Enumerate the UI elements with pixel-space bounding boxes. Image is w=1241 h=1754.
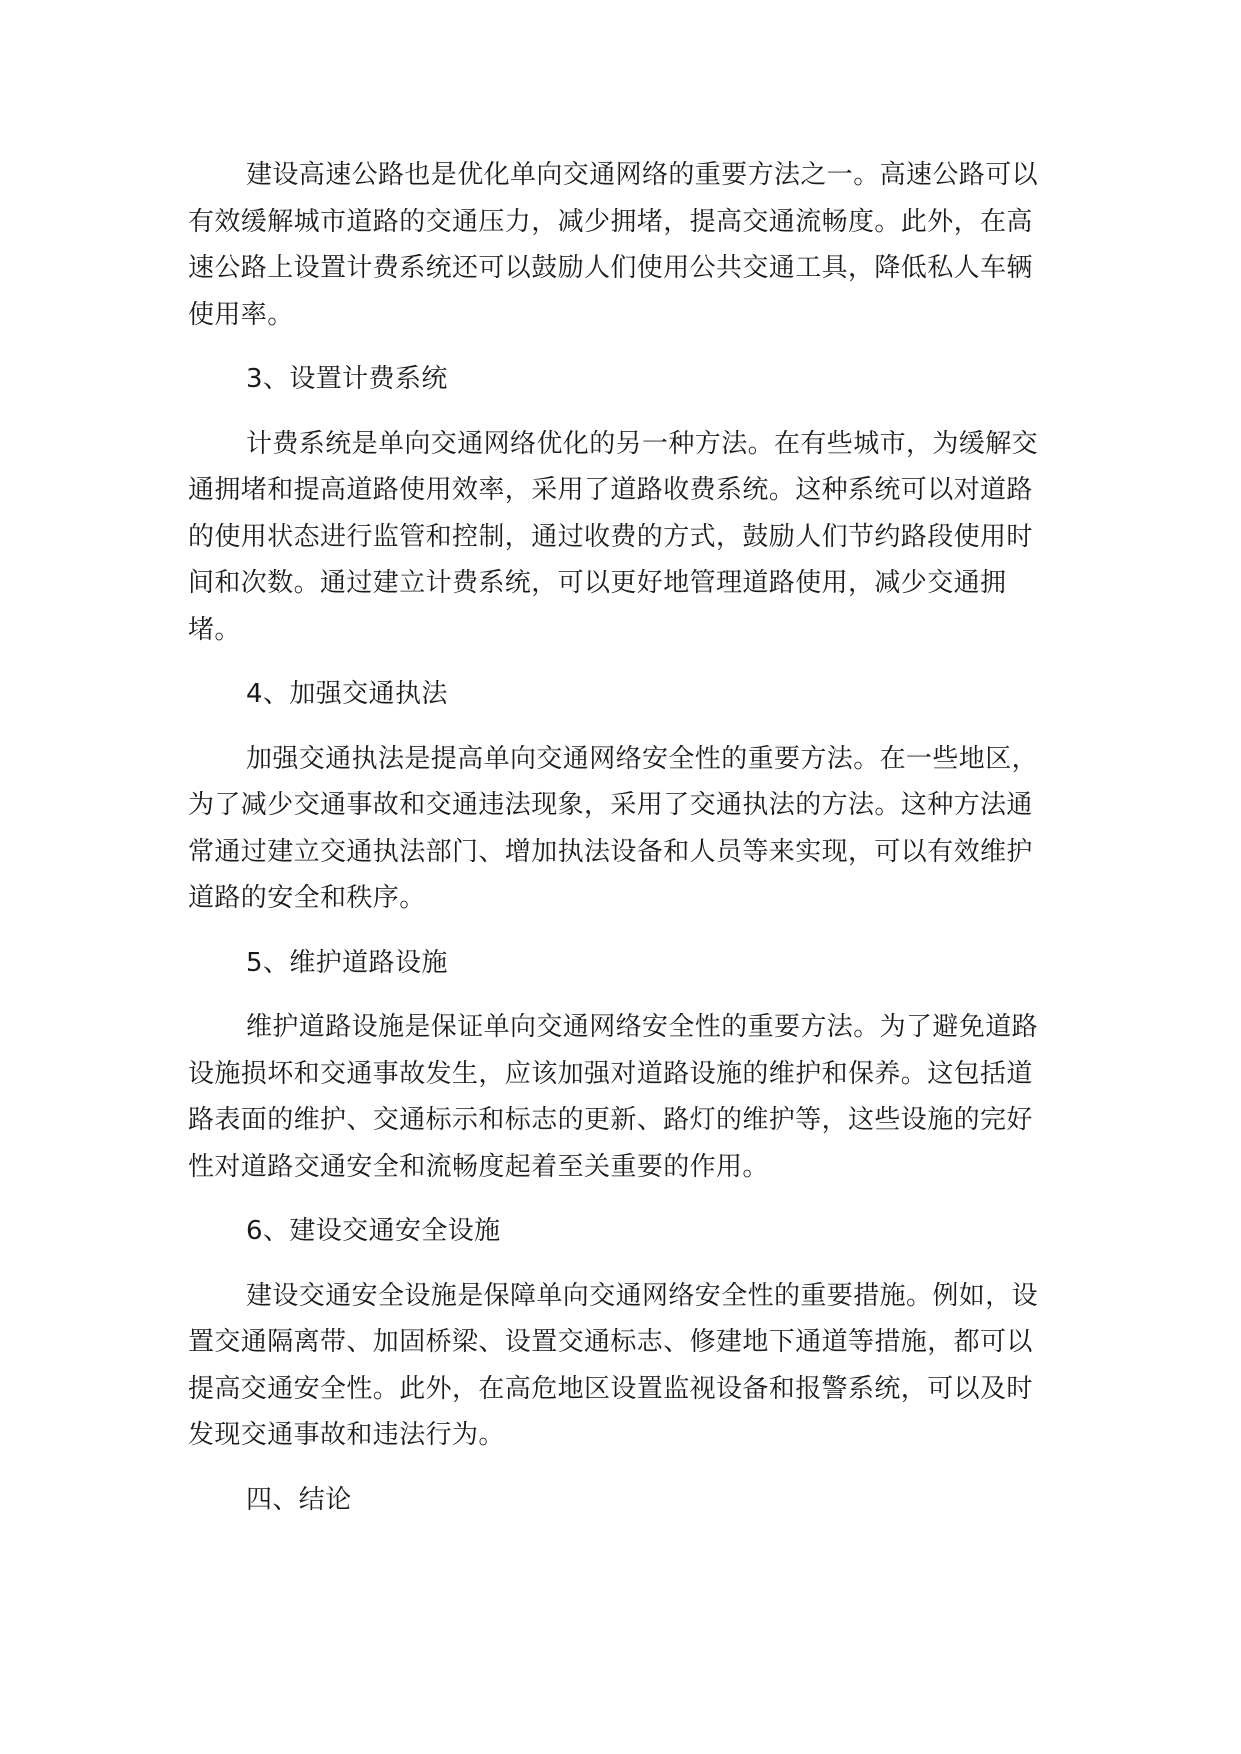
heading-safety-facilities: 6、建设交通安全设施 bbox=[246, 1216, 501, 1246]
heading-traffic-enforcement: 4、加强交通执法 bbox=[246, 679, 448, 709]
heading-conclusion: 四、结论 bbox=[246, 1484, 352, 1515]
paragraph-safety-facilities: 建设交通安全设施是保障单向交通网络安全性的重要措施。例如，设置交通隔离带、加固桥梁、设置交通标志、修建地下通道等措施，都可以提高交通安全性。此外，在高危地区设置监视设备和报警系统，可以及时发现交通事故和违法行为。 bbox=[188, 1280, 1039, 1450]
paragraph-traffic-enforcement: 加强交通执法是提高单向交通网络安全性的重要方法。在一些地区，为了减少交通事故和交通违法现象，采用了交通执法的方法。这种方法通常通过建立交通执法部门、增加执法设备和人员等来实现，可以有效维护道路的安全和秩序。 bbox=[188, 743, 1039, 913]
document-body bbox=[188, 152, 1058, 1523]
paragraph-road-facilities: 维护道路设施是保证单向交通网络安全性的重要方法。为了避免道路设施损坏和交通事故发生，应该加强对道路设施的维护和保养。这包括道路表面的维护、交通标示和标志的更新、路灯的维护等，这些设施的完好性对道路交通安全和流畅度起着至关重要的作用。 bbox=[188, 1012, 1039, 1182]
paragraph-highway: 建设高速公路也是优化单向交通网络的重要方法之一。高速公路可以有效缓解城市道路的交通压力，减少拥堵，提高交通流畅度。此外，在高速公路上设置计费系统还可以鼓励人们使用公共交通工具，降低私人车辆使用率。 bbox=[188, 160, 1039, 330]
heading-road-facilities: 5、维护道路设施 bbox=[246, 947, 448, 978]
heading-toll-system: 3、设置计费系统 bbox=[246, 364, 448, 394]
paragraph-toll-system: 计费系统是单向交通网络优化的另一种方法。在有些城市，为缓解交通拥堵和提高道路使用效率，采用了道路收费系统。这种系统可以对道路的使用状态进行监管和控制，通过收费的方式，鼓励人们节约路段使用时间和次数。通过建立计费系统，可以更好地管理道路使用，减少交通拥堵。 bbox=[188, 428, 1039, 645]
